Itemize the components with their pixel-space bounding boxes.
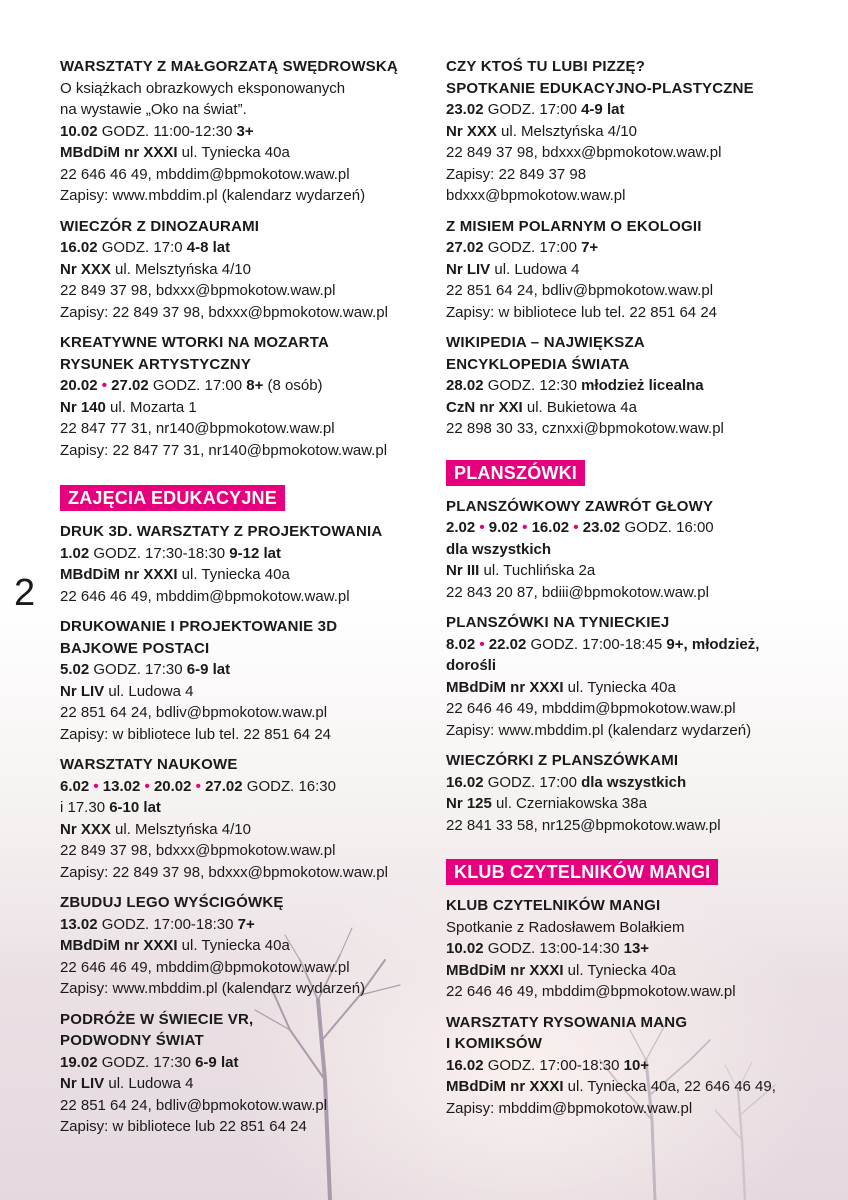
bold-text: MBdDiM nr XXXI: [60, 144, 178, 161]
event-block: [60, 521, 435, 607]
event-list: [446, 56, 821, 440]
event-date: [446, 517, 821, 539]
event-location: [60, 259, 435, 281]
event-contact: Zapisy: www.mbddim.pl (kalendarz wydarzeń): [60, 187, 366, 204]
event-block: [446, 216, 821, 324]
bold-text: 8+: [246, 377, 264, 394]
event-title: ZBUDUJ LEGO WYŚCIGÓWKĘ: [60, 894, 284, 911]
bold-text: 10.02: [60, 122, 98, 140]
bold-text: Nr 125: [446, 795, 492, 812]
bold-text: 20.02: [153, 777, 192, 795]
bold-text: 23.02: [446, 101, 484, 118]
event-date: [446, 938, 821, 960]
event-contact: 22 849 37 98, bdxxx@bpmokotow.waw.pl: [446, 144, 722, 161]
bold-text: 23.02: [582, 519, 621, 536]
bold-text: 8.02: [446, 635, 476, 653]
event-date: [446, 99, 821, 121]
event-title: WARSZTATY Z MAŁGORZATĄ SWĘDROWSKĄ: [60, 58, 398, 75]
event-block: [446, 56, 821, 207]
event-date: [446, 539, 821, 561]
text: ul. Tyniecka 40a: [563, 961, 676, 979]
event-contact: Zapisy: 22 847 77 31, nr140@bpmokotow.waw.pl: [60, 441, 388, 459]
event-block: [60, 616, 435, 745]
event-contact: Zapisy: w bibliotece lub 22 851 64 24: [60, 1118, 307, 1135]
event-contact: 22 843 20 87, bdiii@bpmokotow.waw.pl: [446, 583, 709, 601]
bold-text: 10.02: [446, 940, 484, 957]
event-description: na wystawie „Oko na świat”.: [60, 101, 247, 118]
text: ul. Tyniecka 40a: [177, 566, 290, 583]
bold-text: 6-9 lat: [195, 1053, 239, 1071]
bold-text: MBdDiM nr XXXI: [60, 937, 178, 954]
event-title: PODWODNY ŚWIAT: [60, 1032, 204, 1049]
event-contact: bdxxx@bpmokotow.waw.pl: [446, 187, 626, 204]
event-contact: 22 851 64 24, bdliv@bpmokotow.waw.pl: [60, 1096, 328, 1114]
text: GODZ. 16:30: [242, 777, 336, 795]
event-location: [60, 142, 435, 164]
event-contact: 22 849 37 98, bdxxx@bpmokotow.waw.pl: [60, 842, 336, 859]
event-title: PLANSZÓWKOWY ZAWRÓT GŁOWY: [446, 497, 714, 515]
event-location: [446, 259, 821, 281]
bold-text: 9+, młodzież,: [666, 635, 760, 653]
text: ul. Ludowa 4: [104, 1075, 194, 1092]
bold-text: 6-9 lat: [186, 661, 231, 678]
bold-text: 13.02: [102, 777, 141, 795]
event-title: RYSUNEK ARTYSTYCZNY: [60, 355, 252, 373]
text: ul. Bukietowa 4a: [522, 398, 637, 416]
text: GODZ. 17:30: [89, 661, 187, 678]
bold-text: 16.02: [446, 1056, 484, 1074]
bold-text: Nr III: [446, 562, 480, 579]
text: GODZ. 17:00: [148, 377, 247, 394]
text: ul. Czerniakowska 38a: [491, 795, 647, 812]
event-contact: 22 646 46 49, mbddim@bpmokotow.waw.pl: [60, 958, 350, 976]
bold-text: 2.02: [446, 519, 476, 536]
event-block: [446, 750, 821, 836]
event-contact: Zapisy: w bibliotece lub tel. 22 851 64 24: [446, 303, 718, 321]
event-contact: 22 646 46 49, mbddim@bpmokotow.waw.pl: [446, 983, 736, 1000]
text: (8 osób): [263, 377, 323, 394]
text: GODZ. 17:00: [483, 101, 582, 118]
bold-text: Nr XXX: [60, 260, 111, 278]
bold-text: Nr XXX: [60, 820, 111, 838]
bullet-separator: •: [518, 519, 532, 536]
event-block: [60, 754, 435, 883]
bold-text: 27.02: [446, 239, 484, 256]
event-block: [446, 332, 821, 440]
event-date: [446, 634, 821, 656]
event-location: [60, 819, 435, 841]
event-title: BAJKOWE POSTACI: [60, 639, 210, 657]
text: ul. Tyniecka 40a: [177, 937, 290, 954]
bold-text: Nr XXX: [446, 122, 497, 140]
event-date: [446, 375, 821, 397]
event-block: [446, 496, 821, 604]
event-date: [446, 1055, 821, 1077]
event-title: ENCYKLOPEDIA ŚWIATA: [446, 355, 630, 373]
bold-text: 20.02: [60, 377, 98, 394]
bold-text: dla wszystkich: [581, 773, 687, 791]
event-block: [446, 895, 821, 1003]
bold-text: MBdDiM nr XXXI: [446, 1078, 564, 1095]
event-location: [446, 793, 821, 815]
event-title: PLANSZÓWKI NA TYNIECKIEJ: [446, 614, 670, 631]
text: ul. Melsztyńska 4/10: [110, 260, 251, 278]
text: GODZ. 17:00-18:30: [483, 1056, 624, 1074]
text: GODZ. 11:00-12:30: [97, 122, 237, 140]
event-contact: 22 851 64 24, bdliv@bpmokotow.waw.pl: [446, 282, 714, 299]
text: GODZ. 17:0: [97, 239, 187, 256]
text: ul. Tyniecka 40a: [563, 678, 676, 696]
bold-text: 10+: [623, 1056, 650, 1074]
bold-text: MBdDiM nr XXXI: [60, 566, 178, 583]
event-location: [446, 560, 821, 582]
bold-text: Nr LIV: [60, 1075, 105, 1092]
bold-text: Nr LIV: [446, 260, 491, 278]
bold-text: MBdDiM nr XXXI: [446, 961, 564, 979]
event-title: SPOTKANIE EDUKACYJNO-PLASTYCZNE: [446, 79, 754, 97]
event-location: [60, 681, 435, 703]
bold-text: 16.02: [531, 519, 570, 536]
text: GODZ. 17:00: [483, 239, 582, 256]
event-contact: Zapisy: 22 849 37 98, bdxxx@bpmokotow.waw.pl: [60, 303, 388, 321]
bullet-separator: •: [140, 777, 154, 795]
event-location: [446, 397, 821, 419]
bold-text: CzN nr XXI: [446, 398, 523, 416]
bold-text: 27.02: [111, 377, 149, 394]
event-block: [60, 892, 435, 1000]
event-location: [446, 121, 821, 143]
bullet-separator: •: [475, 635, 489, 653]
text: GODZ. 17:00-18:30: [97, 915, 238, 933]
bold-text: dorośli: [446, 657, 497, 674]
bold-text: 7+: [581, 239, 599, 256]
event-contact: 22 646 46 49, mbddim@bpmokotow.waw.pl: [446, 700, 736, 717]
event-list: [60, 56, 435, 461]
text: ul. Melsztyńska 4/10: [496, 122, 637, 140]
event-title: DRUK 3D. WARSZTATY Z PROJEKTOWANIA: [60, 523, 383, 540]
event-title: CZY KTOŚ TU LUBI PIZZĘ?: [446, 58, 646, 75]
event-block: [446, 612, 821, 741]
event-block: [60, 332, 435, 461]
event-contact: Zapisy: 22 849 37 98: [446, 165, 587, 183]
event-title: WARSZTATY NAUKOWE: [60, 756, 238, 773]
text: ul. Tuchlińska 2a: [479, 562, 596, 579]
event-date: [60, 659, 435, 681]
event-location: [60, 564, 435, 586]
event-date: [60, 375, 435, 397]
text: ul. Melsztyńska 4/10: [110, 820, 251, 838]
bold-text: MBdDiM nr XXXI: [446, 678, 564, 696]
event-date: [60, 914, 435, 936]
event-list: [446, 895, 821, 1119]
page-number: 2: [14, 572, 36, 614]
event-contact: Zapisy: www.mbddim.pl (kalendarz wydarzeń): [60, 980, 366, 997]
bold-text: 7+: [237, 915, 255, 933]
event-title: WIECZÓRKI Z PLANSZÓWKAMI: [446, 752, 679, 769]
bold-text: 16.02: [60, 239, 98, 256]
bullet-separator: •: [475, 519, 489, 536]
text: GODZ. 17:00-18:45: [526, 635, 667, 653]
event-contact: 22 646 46 49, mbddim@bpmokotow.waw.pl: [60, 587, 350, 605]
event-title: WARSZTATY RYSOWANIA MANG: [446, 1013, 688, 1031]
bullet-separator: •: [191, 777, 206, 795]
text: GODZ. 16:00: [620, 519, 714, 536]
section-header-zajecia-edukacyjne: ZAJĘCIA EDUKACYJNE: [60, 485, 285, 511]
event-title: I KOMIKSÓW: [446, 1035, 543, 1052]
text: ul. Tyniecka 40a, 22 646 46 49,: [563, 1078, 776, 1095]
bold-text: 6.02: [60, 777, 90, 795]
event-title: WIKIPEDIA – NAJWIĘKSZA: [446, 334, 645, 351]
event-contact: Zapisy: www.mbddim.pl (kalendarz wydarzeń): [446, 721, 752, 739]
event-date: [446, 772, 821, 794]
event-contact: 22 849 37 98, bdxxx@bpmokotow.waw.pl: [60, 282, 336, 299]
event-title: Z MISIEM POLARNYM O EKOLOGII: [446, 217, 702, 235]
bold-text: 16.02: [446, 773, 484, 791]
text: GODZ. 17:30: [97, 1053, 196, 1071]
event-date: [60, 121, 435, 143]
event-description: Spotkanie z Radosławem Bolałkiem: [446, 918, 685, 936]
event-contact: 22 898 30 33, cznxxi@bpmokotow.waw.pl: [446, 420, 724, 437]
bold-text: 27.02: [205, 777, 243, 795]
event-description: O książkach obrazkowych eksponowanych: [60, 79, 346, 97]
event-title: KLUB CZYTELNIKÓW MANGI: [446, 897, 661, 914]
event-contact: Zapisy: 22 849 37 98, bdxxx@bpmokotow.waw.pl: [60, 863, 388, 881]
event-contact: 22 646 46 49, mbddim@bpmokotow.waw.pl: [60, 165, 350, 183]
right-column: [446, 56, 821, 1128]
event-block: [446, 1012, 821, 1120]
text: ul. Tyniecka 40a: [177, 144, 290, 161]
bold-text: 22.02: [488, 635, 527, 653]
text: GODZ. 17:30-18:30: [89, 544, 230, 562]
bullet-separator: •: [569, 519, 583, 536]
event-location: [446, 1076, 821, 1098]
event-contact: Zapisy: w bibliotece lub tel. 22 851 64 24: [60, 725, 332, 743]
bold-text: 4-9 lat: [581, 101, 625, 118]
event-block: [60, 1009, 435, 1138]
bold-text: 1.02: [60, 544, 90, 562]
event-block: [60, 56, 435, 207]
bold-text: 9-12 lat: [229, 544, 281, 562]
event-location: [60, 397, 435, 419]
bold-text: dla wszystkich: [446, 540, 552, 558]
event-date: [60, 237, 435, 259]
event-date: [60, 776, 435, 798]
text: GODZ. 13:00-14:30: [483, 940, 624, 957]
text: i 17.30: [60, 799, 110, 816]
text: ul. Ludowa 4: [490, 260, 580, 278]
event-location: [446, 677, 821, 699]
event-contact: Zapisy: mbddim@bpmokotow.waw.pl: [446, 1099, 693, 1117]
event-date: [60, 543, 435, 565]
event-date: [446, 655, 821, 677]
event-contact: 22 847 77 31, nr140@bpmokotow.waw.pl: [60, 420, 335, 437]
bold-text: Nr 140: [60, 398, 106, 416]
left-column: [60, 56, 435, 1147]
event-list: [446, 496, 821, 837]
text: ul. Ludowa 4: [104, 682, 194, 700]
bold-text: 4-8 lat: [186, 239, 231, 256]
event-location: [446, 960, 821, 982]
event-title: WIECZÓR Z DINOZAURAMI: [60, 217, 260, 235]
event-title: DRUKOWANIE I PROJEKTOWANIE 3D: [60, 618, 338, 635]
bold-text: młodzież licealna: [581, 377, 704, 394]
bold-text: 9.02: [488, 519, 518, 536]
bold-text: 3+: [236, 122, 254, 140]
event-date: [60, 1052, 435, 1074]
bold-text: 19.02: [60, 1053, 98, 1071]
event-location: [60, 1073, 435, 1095]
event-location: [60, 935, 435, 957]
event-date: [60, 797, 435, 819]
bold-text: 13.02: [60, 915, 98, 933]
text: ul. Mozarta 1: [105, 398, 197, 416]
bold-text: 28.02: [446, 377, 484, 394]
event-block: [60, 216, 435, 324]
event-list: [60, 521, 435, 1138]
text: GODZ. 12:30: [483, 377, 582, 394]
event-contact: 22 851 64 24, bdliv@bpmokotow.waw.pl: [60, 704, 328, 721]
bullet-separator: •: [89, 777, 103, 795]
section-header-planszowki: PLANSZÓWKI: [446, 460, 585, 486]
event-title: PODRÓŻE W ŚWIECIE VR,: [60, 1010, 254, 1028]
bold-text: 6-10 lat: [109, 799, 161, 816]
event-contact: 22 841 33 58, nr125@bpmokotow.waw.pl: [446, 816, 721, 834]
section-header-klub-czytelnikow-mangi: KLUB CZYTELNIKÓW MANGI: [446, 859, 718, 885]
event-date: [446, 237, 821, 259]
bold-text: Nr LIV: [60, 682, 105, 700]
bold-text: 5.02: [60, 661, 90, 678]
text: GODZ. 17:00: [483, 773, 582, 791]
bullet-separator: •: [97, 377, 112, 394]
event-title: KREATYWNE WTORKI NA MOZARTA: [60, 334, 329, 351]
bold-text: 13+: [623, 940, 650, 957]
